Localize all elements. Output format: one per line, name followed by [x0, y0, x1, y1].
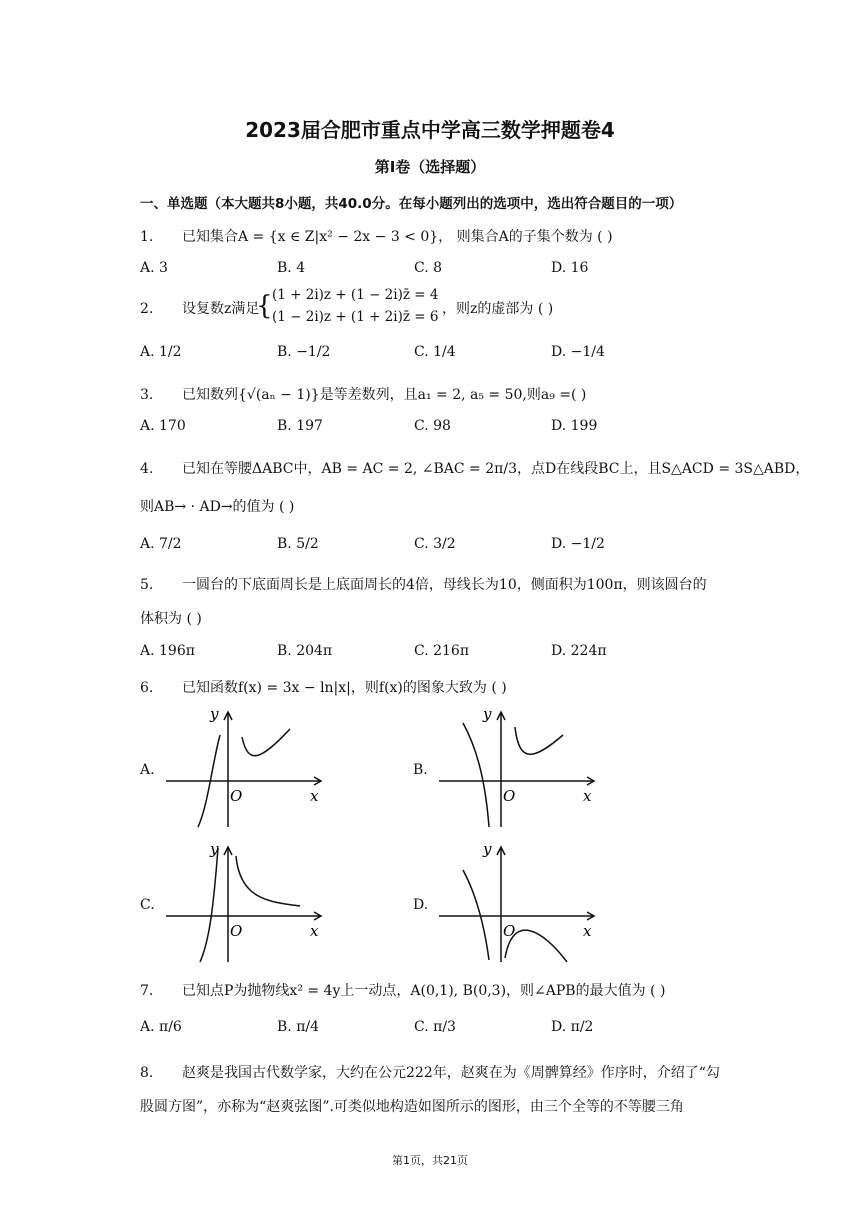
option-b: B. −1/2: [277, 344, 331, 360]
question-7: [140, 980, 665, 1000]
option-c: C. 1/4: [414, 344, 456, 360]
option-a: A. π/6: [140, 1019, 182, 1035]
option-b: B. 204π: [277, 643, 333, 659]
origin-label: O: [230, 922, 243, 940]
option-d: D. π/2: [551, 1019, 594, 1035]
question-suffix: ，则z的虚部为 ( ): [442, 301, 554, 317]
x-axis-label: x: [583, 787, 592, 805]
graph-label-b: B.: [413, 762, 428, 778]
option-b: B. 5/2: [277, 536, 319, 552]
equation-line-2: (1 − 2i)z + (1 + 2i)z̄ = 6: [272, 309, 439, 325]
question-2: [140, 298, 259, 318]
question-number: 6.: [140, 680, 154, 696]
graph-d: [433, 840, 603, 965]
graph-label-d: D.: [413, 897, 429, 913]
brace-icon: {: [256, 291, 273, 321]
question-text: 一圆台的下底面周长是上底面周长的4倍，母线长为10，侧面积为100π，则该圆台的: [182, 577, 707, 593]
option-a: A. 1/2: [140, 344, 182, 360]
option-b: B. 4: [277, 260, 306, 276]
option-d: D. 16: [551, 260, 589, 276]
option-a: A. 7/2: [140, 536, 182, 552]
page-title: 2023届合肥市重点中学高三数学押题卷4: [245, 118, 615, 142]
question-5-line-2: 体积为 ( ): [140, 611, 202, 627]
origin-label: O: [503, 787, 516, 805]
graph-b: [433, 705, 603, 830]
y-axis-label: y: [483, 705, 492, 723]
option-a: A. 170: [140, 418, 186, 434]
option-d: D. 199: [551, 418, 598, 434]
option-b: B. 197: [277, 418, 323, 434]
graph-label-a: A.: [140, 762, 155, 778]
question-6: [140, 677, 507, 697]
option-c: C. 98: [414, 418, 451, 434]
origin-label: O: [503, 922, 516, 940]
question-4-line-2: 则AB→ · AD→的值为 ( ): [140, 499, 295, 515]
option-d: D. −1/4: [551, 344, 605, 360]
question-3: [140, 384, 586, 404]
question-8: [140, 1062, 720, 1082]
x-axis-label: x: [310, 922, 319, 940]
question-8-line-2: 股圆方图”，亦称为“赵爽弦图”.可类似地构造如图所示的图形，由三个全等的不等腰三角: [140, 1099, 684, 1115]
y-axis-label: y: [210, 705, 219, 723]
y-axis-label: y: [210, 840, 219, 858]
section-heading: 一、单选题（本大题共8小题，共40.0分。在每小题列出的选项中，选出符合题目的一项）: [140, 196, 683, 212]
option-c: C. π/3: [414, 1019, 456, 1035]
question-text: 已知函数f(x) = 3x − ln|x|，则f(x)的图象大致为 ( ): [182, 680, 507, 696]
graph-label-c: C.: [140, 897, 155, 913]
question-4: [140, 458, 809, 478]
question-text: 已知数列{√(aₙ − 1)}是等差数列，且a₁ = 2, a₅ = 50,则a₉ =( ): [182, 387, 587, 403]
question-5: [140, 574, 707, 594]
question-number: 8.: [140, 1065, 154, 1081]
question-text: 赵爽是我国古代数学家，大约在公元222年，赵爽在为《周髀算经》作序时，介绍了“勾: [182, 1065, 720, 1081]
page-footer: 第1页，共21页: [392, 1154, 468, 1167]
question-text: 已知点P为抛物线x² = 4y上一动点，A(0,1), B(0,3)，则∠APB的最大值为 ( ): [182, 983, 666, 999]
option-b: B. π/4: [277, 1019, 320, 1035]
option-c: C. 216π: [414, 643, 470, 659]
option-a: A. 3: [140, 260, 168, 276]
option-d: D. −1/2: [551, 536, 605, 552]
question-1: [140, 226, 613, 246]
option-a: A. 196π: [140, 643, 195, 659]
question-number: 5.: [140, 577, 154, 593]
graph-a: [160, 705, 330, 830]
origin-label: O: [230, 787, 243, 805]
question-number: 4.: [140, 461, 154, 477]
section-subtitle: 第I卷（选择题）: [374, 158, 486, 176]
equation-line-1: (1 + 2i)z + (1 − 2i)z̄ = 4: [272, 287, 439, 303]
question-text: 已知集合A = {x ∈ Z|x² − 2x − 3 < 0}， 则集合A的子集个数为 ( ): [182, 229, 613, 245]
question-number: 2.: [140, 301, 154, 317]
option-c: C. 8: [414, 260, 443, 276]
x-axis-label: x: [310, 787, 319, 805]
option-d: D. 224π: [551, 643, 607, 659]
question-number: 3.: [140, 387, 154, 403]
graph-c: [160, 840, 330, 965]
question-text: 已知在等腰ΔABC中，AB = AC = 2, ∠BAC = 2π/3，点D在线段BC上，且S△ACD = 3S△ABD，: [182, 461, 810, 477]
question-prefix: 设复数z满足: [182, 301, 260, 317]
question-number: 7.: [140, 983, 154, 999]
y-axis-label: y: [483, 840, 492, 858]
option-c: C. 3/2: [414, 536, 456, 552]
x-axis-label: x: [583, 922, 592, 940]
question-number: 1.: [140, 229, 154, 245]
